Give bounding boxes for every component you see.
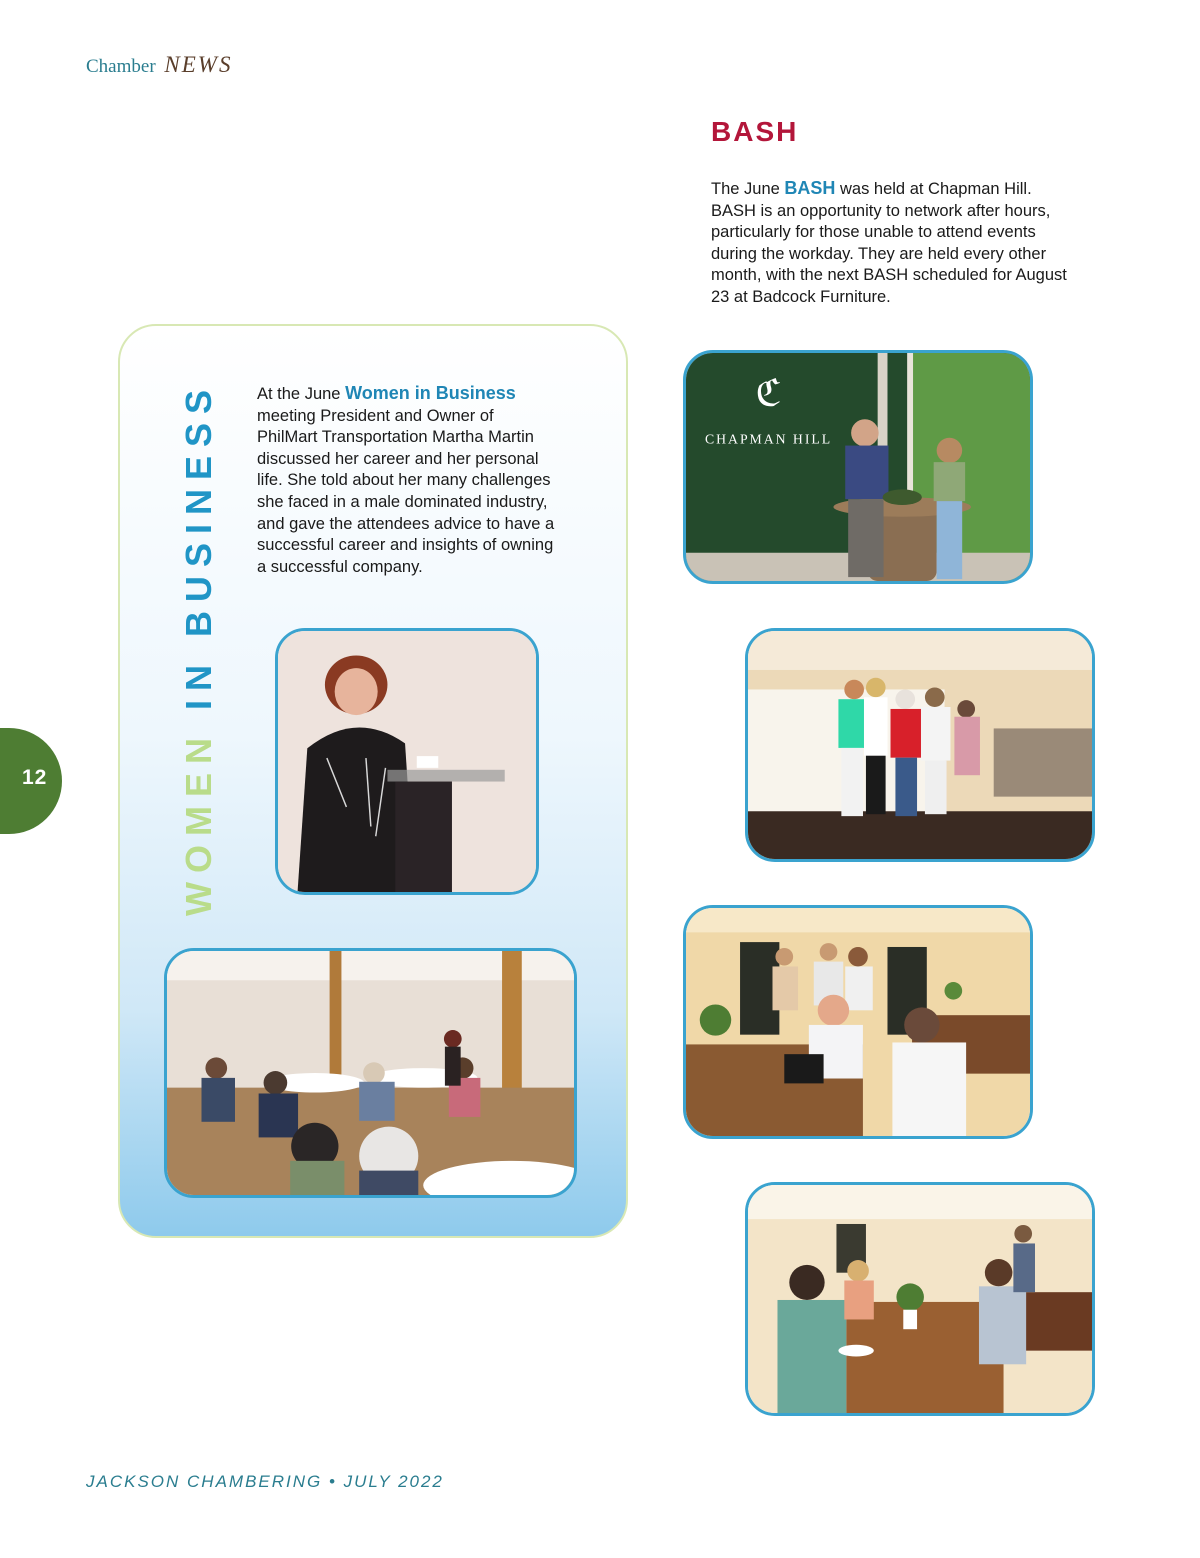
- restaurant-table-photo: [745, 1182, 1095, 1416]
- bash-highlight: BASH: [784, 178, 836, 198]
- bash-text-rest: was held at Chapman Hill. BASH is an opportunity to network after hours, particularly for those unable to attend events during the workday. They are held every other month, with the next BASH scheduled for August 23 at Badcock Furniture.: [711, 180, 1067, 306]
- wib-highlight: Women in Business: [345, 383, 516, 403]
- wib-paragraph: [257, 383, 557, 578]
- group-women-photo: [745, 628, 1095, 862]
- chapman-hill-photo: [683, 350, 1033, 584]
- footer-publication: JACKSON CHAMBERING • JULY 2022: [86, 1472, 444, 1491]
- section-header: [86, 52, 232, 78]
- dining-group-photo: [683, 905, 1033, 1139]
- header-section: Chamber: [86, 56, 156, 77]
- page-number: 12: [22, 766, 48, 789]
- speaker-photo: [275, 628, 539, 895]
- wib-text-rest: meeting President and Owner of PhilMart Transportation Martha Martin discussed her career and her personal life. She told about her many challenges she faced in a male dominated industry, and gave the attendees advice to have a successful career and insights of owning a successful company.: [257, 406, 555, 576]
- bash-paragraph: [711, 178, 1076, 309]
- banquet-room-photo: [164, 948, 577, 1198]
- vertical-title-in-business: IN BUSINESS: [178, 380, 219, 710]
- bash-text-start: The June: [711, 180, 785, 198]
- svg-text:ℭ: ℭ: [755, 373, 782, 415]
- header-news: NEWS: [164, 52, 233, 77]
- chapman-hill-sign: CHAPMAN HILL: [705, 431, 833, 447]
- wib-text-start: At the June: [257, 385, 346, 403]
- vertical-title-women: WOMEN: [178, 729, 219, 916]
- women-in-business-vertical-title: [178, 381, 220, 916]
- bash-title: BASH: [711, 116, 799, 147]
